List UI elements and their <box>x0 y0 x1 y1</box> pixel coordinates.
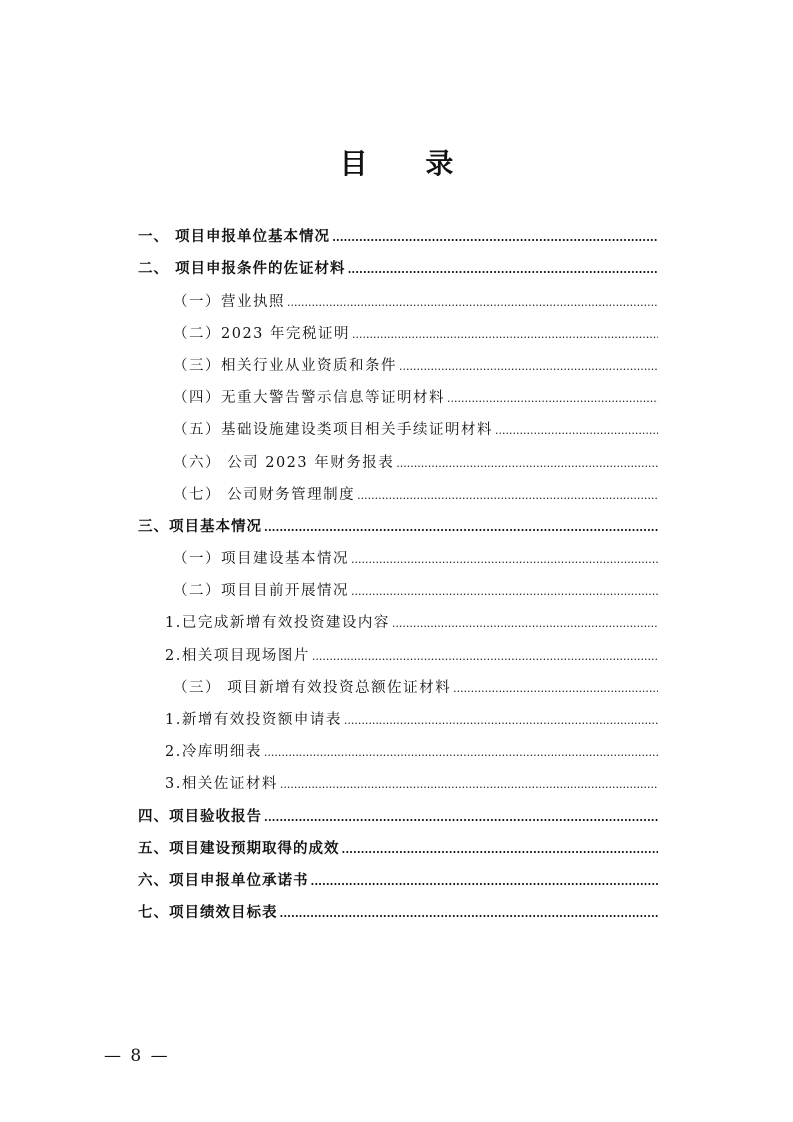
toc-entry[interactable] <box>138 890 658 922</box>
toc-entry-label: 2.相关项目现场图片 <box>165 647 310 664</box>
toc-entry-label: （四）无重大警告警示信息等证明材料 <box>173 390 445 407</box>
toc-entry-label: 三、项目基本情况 <box>138 517 262 535</box>
toc-entry[interactable] <box>138 536 658 568</box>
toc-entry[interactable] <box>138 311 658 343</box>
toc-leader-dots <box>280 778 658 793</box>
toc-leader-dots <box>280 907 659 922</box>
toc-entry-label: 1.新增有效投资额申请表 <box>165 712 342 728</box>
toc-leader-dots <box>342 843 659 858</box>
toc-leader-dots <box>495 424 658 439</box>
toc-leader-dots <box>447 392 658 407</box>
toc-entry-label: 七、项目绩效目标表 <box>138 904 278 922</box>
toc-leader-dots <box>351 585 658 600</box>
toc-entry[interactable] <box>138 504 658 536</box>
toc-leader-dots <box>453 682 658 697</box>
toc-leader-dots <box>264 521 658 536</box>
toc-entry-label: （七） 公司财务管理制度 <box>173 486 356 503</box>
page-title: 目 录 <box>339 147 478 180</box>
toc-entry[interactable] <box>138 472 658 504</box>
toc-entry[interactable] <box>138 407 658 439</box>
toc-entry[interactable] <box>138 761 658 793</box>
toc-entry[interactable] <box>138 600 658 632</box>
toc-leader-dots <box>264 811 658 826</box>
toc-leader-dots <box>396 457 658 472</box>
toc-leader-dots <box>392 617 658 632</box>
toc-entry-label: 3.相关佐证材料 <box>165 776 278 793</box>
toc-entry-label: （三） 项目新增有效投资总额佐证材料 <box>173 679 452 696</box>
toc-entry-label: （五）基础设施建设类项目相关手续证明材料 <box>173 422 493 439</box>
toc-leader-dots <box>352 328 658 343</box>
toc-leader-dots <box>399 360 658 375</box>
toc-entry-label: （一）项目建设基本情况 <box>173 551 349 568</box>
toc-entry-label: 五、项目建设预期取得的成效 <box>138 839 340 857</box>
toc-entry-label: 四、项目验收报告 <box>138 807 262 825</box>
toc-entry[interactable] <box>138 729 658 761</box>
toc-entry[interactable] <box>138 568 658 600</box>
toc-entry[interactable] <box>138 697 658 729</box>
toc-entry[interactable] <box>138 826 658 858</box>
toc-entry[interactable] <box>138 665 658 697</box>
toc-leader-dots <box>311 875 659 890</box>
toc-entry-label: 一、 项目申报单位基本情况 <box>138 228 331 246</box>
toc-entry-label: （六） 公司 2023 年财务报表 <box>173 454 395 471</box>
toc-entry-label: （二）2023 年完税证明 <box>173 325 351 342</box>
toc-leader-dots <box>348 263 658 278</box>
toc-entry[interactable] <box>138 793 658 825</box>
toc-entry-label: （一）营业执照 <box>173 293 285 310</box>
toc-leader-dots <box>264 746 658 761</box>
toc-leader-dots <box>312 650 658 665</box>
toc-leader-dots <box>332 231 658 246</box>
toc-leader-dots <box>344 714 658 729</box>
toc-leader-dots <box>287 296 658 311</box>
toc-entry[interactable] <box>138 214 658 246</box>
toc-entry[interactable] <box>138 278 658 310</box>
toc-entry[interactable] <box>138 439 658 471</box>
toc-entry[interactable] <box>138 343 658 375</box>
toc-entry[interactable] <box>138 375 658 407</box>
toc-leader-dots <box>351 553 658 568</box>
page-number: — 8 — <box>104 1046 170 1066</box>
toc-entry-label: 1.已完成新增有效投资建设内容 <box>165 615 390 632</box>
toc-entry-label: （三）相关行业从业资质和条件 <box>173 357 397 374</box>
toc-leader-dots <box>357 489 658 504</box>
toc-entry[interactable] <box>138 632 658 664</box>
toc-entry-label: （二）项目目前开展情况 <box>173 583 349 600</box>
table-of-contents <box>138 214 658 922</box>
toc-entry-label: 二、 项目申报条件的佐证材料 <box>138 260 346 278</box>
toc-entry[interactable] <box>138 246 658 278</box>
toc-entry-label: 2.冷库明细表 <box>165 744 262 761</box>
toc-entry[interactable] <box>138 858 658 890</box>
toc-entry-label: 六、项目申报单位承诺书 <box>138 871 309 889</box>
